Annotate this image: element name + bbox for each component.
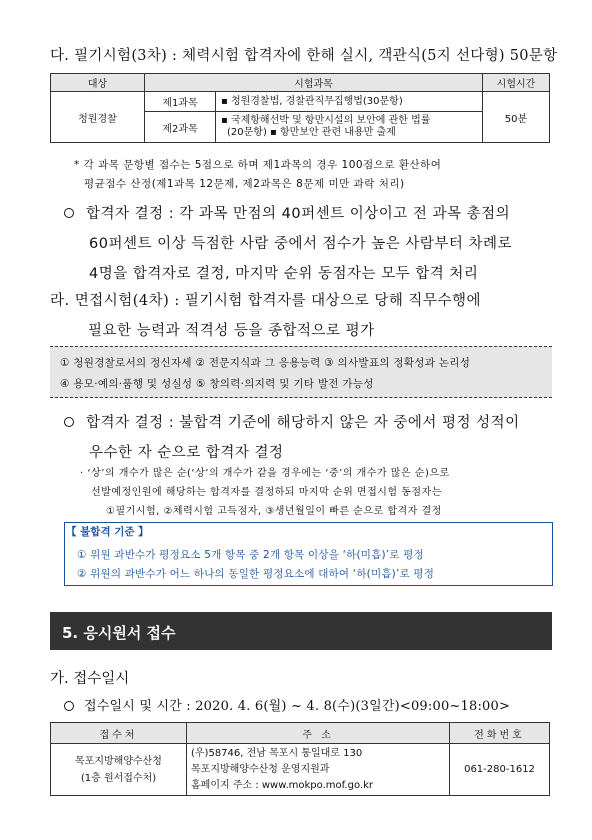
circle-bullet-icon <box>64 417 74 427</box>
written-decision: 합격자 결정 : 각 과목 만점의 40퍼센트 이상이고 전 과목 총점의 60퍼센트 이상 득점한 사람 중에서 점수가 높은 사람부터 차례로 4명을 합격자로 결정, 마지막 순위 동점자는 모두 합격 처리 <box>64 199 512 289</box>
receipt-line: 접수일시 및 시간 : 2020. 4. 6(월) ~ 4. 8(수)(3일간)<09:00~18:00> <box>64 695 510 714</box>
receipt-heading: 가. 접수일시 <box>50 671 130 687</box>
subject-name: 제1과목 <box>145 92 216 112</box>
receipt-table <box>50 722 550 796</box>
col-header-subjects: 시험과목 <box>145 74 483 92</box>
written-exam-heading: 다. 필기시험(3차) : 체력시험 합격자에 한해 실시, 객관식(5지 선다형) 50문항 <box>50 48 558 64</box>
interview-criteria-box: ① 청원경찰로서의 정신자세 ② 전문지식과 그 응용능력 ③ 의사발표의 정확성과 논리성 ④ 용모·예의·품행 및 성실성 ⑤ 창의력·의지력 및 기타 발전 가능성 <box>50 346 552 398</box>
circle-bullet-icon <box>64 208 74 218</box>
fail-criteria-box: ① 위원 과반수가 평정요소 5개 항목 중 2개 항목 이상을 ‘하(미흡)’로 평정 ② 위원의 과반수가 어느 하나의 동일한 평정요소에 대하여 ‘하(미흡)’로 평정 <box>64 522 553 586</box>
interview-note: · ‘상’의 개수가 많은 순(‘상’의 개수가 같을 경우에는 ‘중’의 개수가 많은 순)으로 선발예정인원에 해당하는 합격자를 결정하되 마지막 순위 면접시험 동점자는 ①필기시험, ②체력시험 고득점자, ③생년월일이 빠른 순으로 합격자 결정 <box>80 468 450 517</box>
target-cell: 청원경찰 <box>51 92 145 143</box>
subject-content: ▪ 국제항해선박 및 항만시설의 보안에 관한 법률 (20문항) ▪ 항만보안 관련 내용만 출제 <box>216 112 483 143</box>
address-cell: (우)58746, 전남 목포시 통일대로 130 목포지방해양수산청 운영지원과 홈페이지 주소 : www.mokpo.mof.go.kr <box>187 744 450 796</box>
col-header-address: 주 소 <box>187 723 450 744</box>
section-header: 5. 응시원서 접수 <box>50 612 552 650</box>
written-note: * 각 과목 문항별 점수는 5점으로 하며 제1과목의 경우 100점으로 환산하여 평균점수 산정(제1과목 12문제, 제2과목은 8문제 미만 과락 처리) <box>74 159 442 190</box>
time-cell: 50분 <box>483 92 550 143</box>
col-header-phone: 전화번호 <box>450 723 550 744</box>
circle-bullet-icon <box>64 701 74 711</box>
interview-heading: 라. 면접시험(4차) : 필기시험 합격자를 대상으로 당해 직무수행에 필요한 능력과 적격성 등을 종합적으로 평가 <box>50 293 481 339</box>
subject-content: ▪ 청원경찰법, 경찰관직무집행법(30문항) <box>216 92 483 112</box>
col-header-time: 시험시간 <box>483 74 550 92</box>
place-cell: 목포지방해양수산청 (1층 원서접수처) <box>51 744 187 796</box>
phone-cell: 061-280-1612 <box>450 744 550 796</box>
col-header-target: 대상 <box>51 74 145 92</box>
subject-name: 제2과목 <box>145 112 216 143</box>
interview-decision: 합격자 결정 : 불합격 기준에 해당하지 않은 자 중에서 평정 성적이 우수한 자 순으로 합격자 결정 <box>64 408 520 468</box>
col-header-place: 접수처 <box>51 723 187 744</box>
fail-criteria-title: 【 불합격 기준 】 <box>66 524 153 539</box>
written-exam-table <box>50 73 550 143</box>
